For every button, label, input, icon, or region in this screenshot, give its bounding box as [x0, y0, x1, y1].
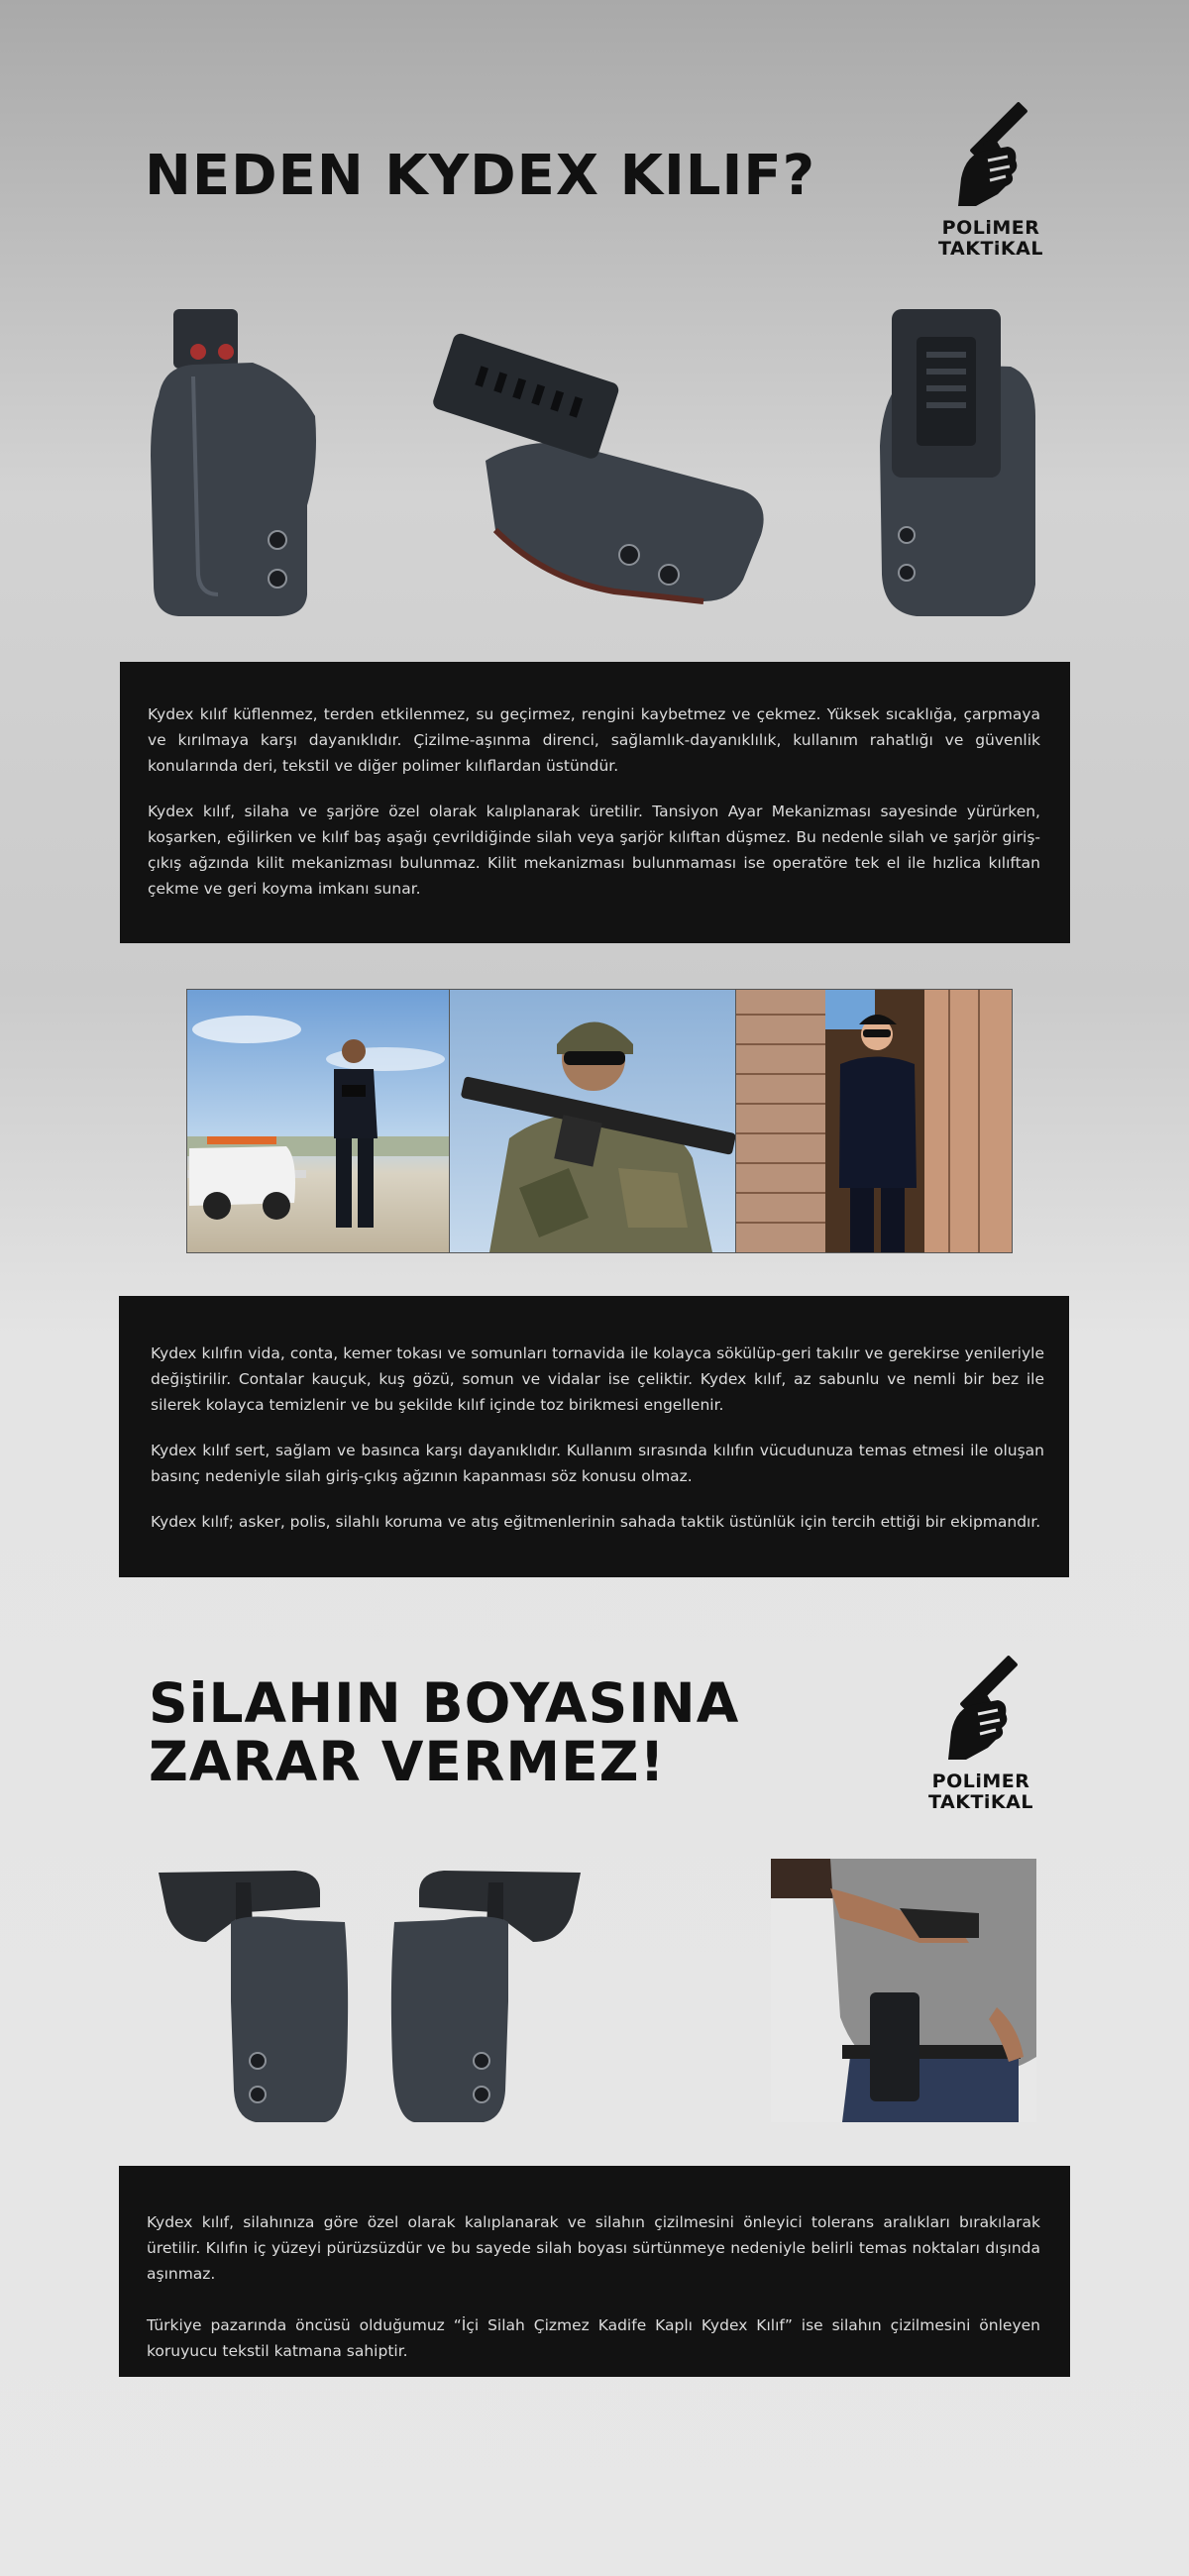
logo-line2: TAKTiKAL: [938, 238, 1043, 260]
section3-textbox: [119, 2166, 1070, 2377]
hand-gun-logo-icon: [936, 1653, 1026, 1771]
holster-image-right: [872, 297, 1045, 624]
section1-paragraph-2: Kydex kılıf, silaha ve şarjöre özel olarak kalıplanarak üretilir. Tansiyon Ayar Mekanizması sayesinde yürürken, koşarken, eğilirken ve kılıf baş aşağı çevrildiğinde silah veya şarjör kılıftan düşmez. Bu nedenle silah ve şarjör giriş-çıkış ağzında kilit mekanizması bulunmaz. Kilit mekanizması bulunmaması ise operatöre tek el ile hızlica kılıftan çekme ve geri koyma imkanı sunar.: [148, 803, 1040, 898]
section2-paragraph-3: Kydex kılıf; asker, polis, silahlı koruma ve atış eğitmenlerinin sahada taktik üstünlük için tercih ettiği bir ekipmandır.: [151, 1513, 1041, 1531]
section3-paragraph-1: Kydex kılıf, silahınıza göre özel olarak kalıplanarak ve silahın çizilmesini önleyici tolerans aralıkları bırakılarak üretilir. Kılıfın iç yüzeyi pürüzsüzdür ve bu sayede silah boyası sürtünmeye nedeniyle belirli temas noktaları dışında aşınmaz.: [147, 2213, 1040, 2283]
logo-line1: POLiMER: [941, 217, 1040, 239]
logo-line1: POLiMER: [931, 1771, 1030, 1792]
photo-security-guard: [736, 990, 1012, 1252]
photo-iwb-carry: [771, 1859, 1036, 2122]
hand-gun-logo-icon: [946, 99, 1035, 218]
photo-police-officer: [187, 990, 449, 1252]
photo-soldier: [450, 990, 735, 1252]
section3-title-line2: ZARAR VERMEZ!: [149, 1730, 666, 1794]
section3-title: [149, 1671, 740, 1794]
holster-image-center: [416, 332, 773, 614]
section2-paragraph-2: Kydex kılıf sert, sağlam ve basınca karşı dayanıklıdır. Kullanım sırasında kılıfın vücudunuza temas etmesi ile oluşan basınç nedeniyle silah giriş-çıkış ağzının kapanması söz konusu olmaz.: [151, 1442, 1044, 1485]
brand-logo: [931, 99, 1050, 260]
section3-paragraph-2: Türkiye pazarında öncüsü olduğumuz “İçi Silah Çizmez Kadife Kaplı Kydex Kılıf” ise silahın çizilmesini önleyen koruyucu tekstil katmana sahiptir.: [147, 2316, 1040, 2360]
brand-logo-2: [921, 1653, 1040, 1813]
photo-collage: [186, 989, 1013, 1253]
logo-line2: TAKTiKAL: [928, 1791, 1033, 1813]
section2-textbox: [119, 1296, 1069, 1577]
section1-textbox: [120, 662, 1070, 943]
section1-title: NEDEN KYDEX KILIF?: [145, 144, 816, 208]
section1-paragraph-1: Kydex kılıf küflenmez, terden etkilenmez, su geçirmez, rengini kaybetmez ve çekmez. Yüksek sıcaklığa, çarpmaya ve kırılmaya karşı dayanıklıdır. Çizilme-aşınma direnci, sağlamlık-dayanıklılık, kullanım rahatlığı ve güvenlik konularında deri, tekstil ve diğer polimer kılıflardan üstündür.: [148, 705, 1040, 775]
holster-image-left: [139, 297, 337, 624]
pistol-holster-pair-image: [147, 1863, 593, 2125]
section3-title-line1: SiLAHIN BOYASINA: [149, 1671, 740, 1735]
section2-paragraph-1: Kydex kılıfın vida, conta, kemer tokası ve somunları tornavida ile kolayca sökülüp-geri takılır ve gerekirse yenileriyle değiştirilir. Contalar kauçuk, kuş gözü, somun ve vidalar ise çeliktir. Kydex kılıf, az sabunlu ve nemli bir bez ile silerek kolayca temizlenir ve bu şekilde kılıf içinde toz birikmesi engellenir.: [151, 1344, 1044, 1414]
